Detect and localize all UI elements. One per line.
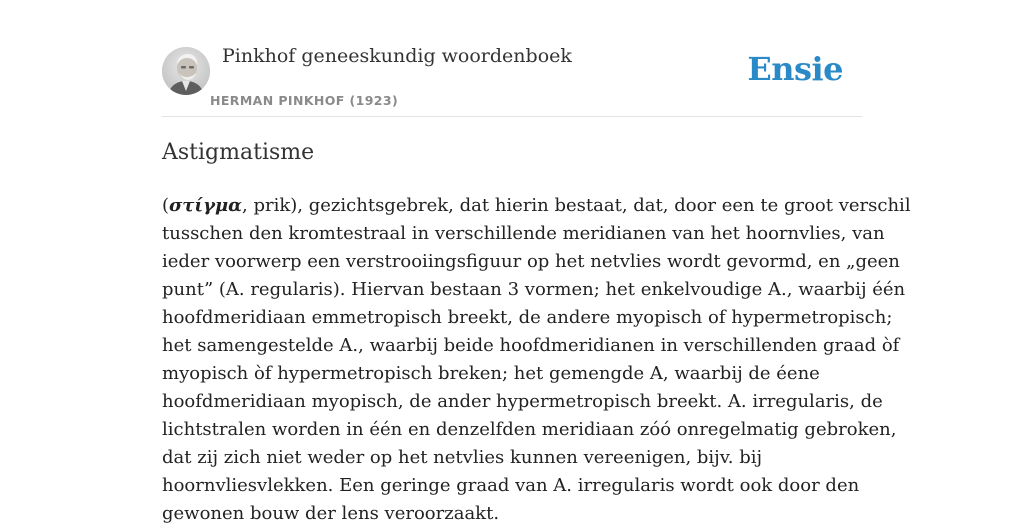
entry-line: ieder voorwerp een verstrooiingsfiguur op het netvlies wordt gevormd, en „geen <box>162 251 900 272</box>
entry-body <box>162 192 911 528</box>
entry-line-1: (στίγμα, prik), gezichtsgebrek, dat hierin bestaat, dat, door een te groot verschil <box>162 195 911 216</box>
entry-title: Astigmatisme <box>162 140 315 165</box>
site-logo[interactable]: Ensie <box>747 50 843 88</box>
header <box>162 0 862 117</box>
entry-line: myopisch òf hypermetropisch breken; het gemengde A, waarbij de éene <box>162 363 820 384</box>
book-title[interactable]: Pinkhof geneeskundig woordenboek <box>222 45 572 67</box>
portrait-image <box>162 47 210 95</box>
author-portrait-icon[interactable] <box>162 47 210 95</box>
entry-line-1-text: , prik), gezichtsgebrek, dat hierin bestaat, dat, door een te groot verschil <box>242 195 911 216</box>
entry-line: dat zij zich niet weder op het netvlies kunnen vereenigen, bijv. bij <box>162 447 763 468</box>
entry-line: hoofdmeridiaan myopisch, de ander hypermetropisch breekt. A. irregularis, de <box>162 391 883 412</box>
entry-line: het samengestelde A., waarbij beide hoofdmeridianen in verschillenden graad òf <box>162 335 900 356</box>
page <box>162 0 911 524</box>
entry-line: tusschen den kromtestraal in verschillende meridianen van het hoornvlies, van <box>162 223 885 244</box>
entry-line: punt” (A. regularis). Hiervan bestaan 3 vormen; het enkelvoudige A., waarbij één <box>162 279 906 300</box>
author-name[interactable]: HERMAN PINKHOF (1923) <box>210 93 399 108</box>
entry-line: lichtstralen worden in één en denzelfden meridiaan zóó onregelmatig gebroken, <box>162 419 897 440</box>
greek-term: στίγμα <box>169 195 243 216</box>
entry-line: gewonen bouw der lens veroorzaakt. <box>162 503 500 524</box>
entry-line: hoofdmeridiaan emmetropisch breekt, de andere myopisch of hypermetropisch; <box>162 307 893 328</box>
entry-line: hoornvliesvlekken. Een geringe graad van A. irregularis wordt ook door den <box>162 475 860 496</box>
